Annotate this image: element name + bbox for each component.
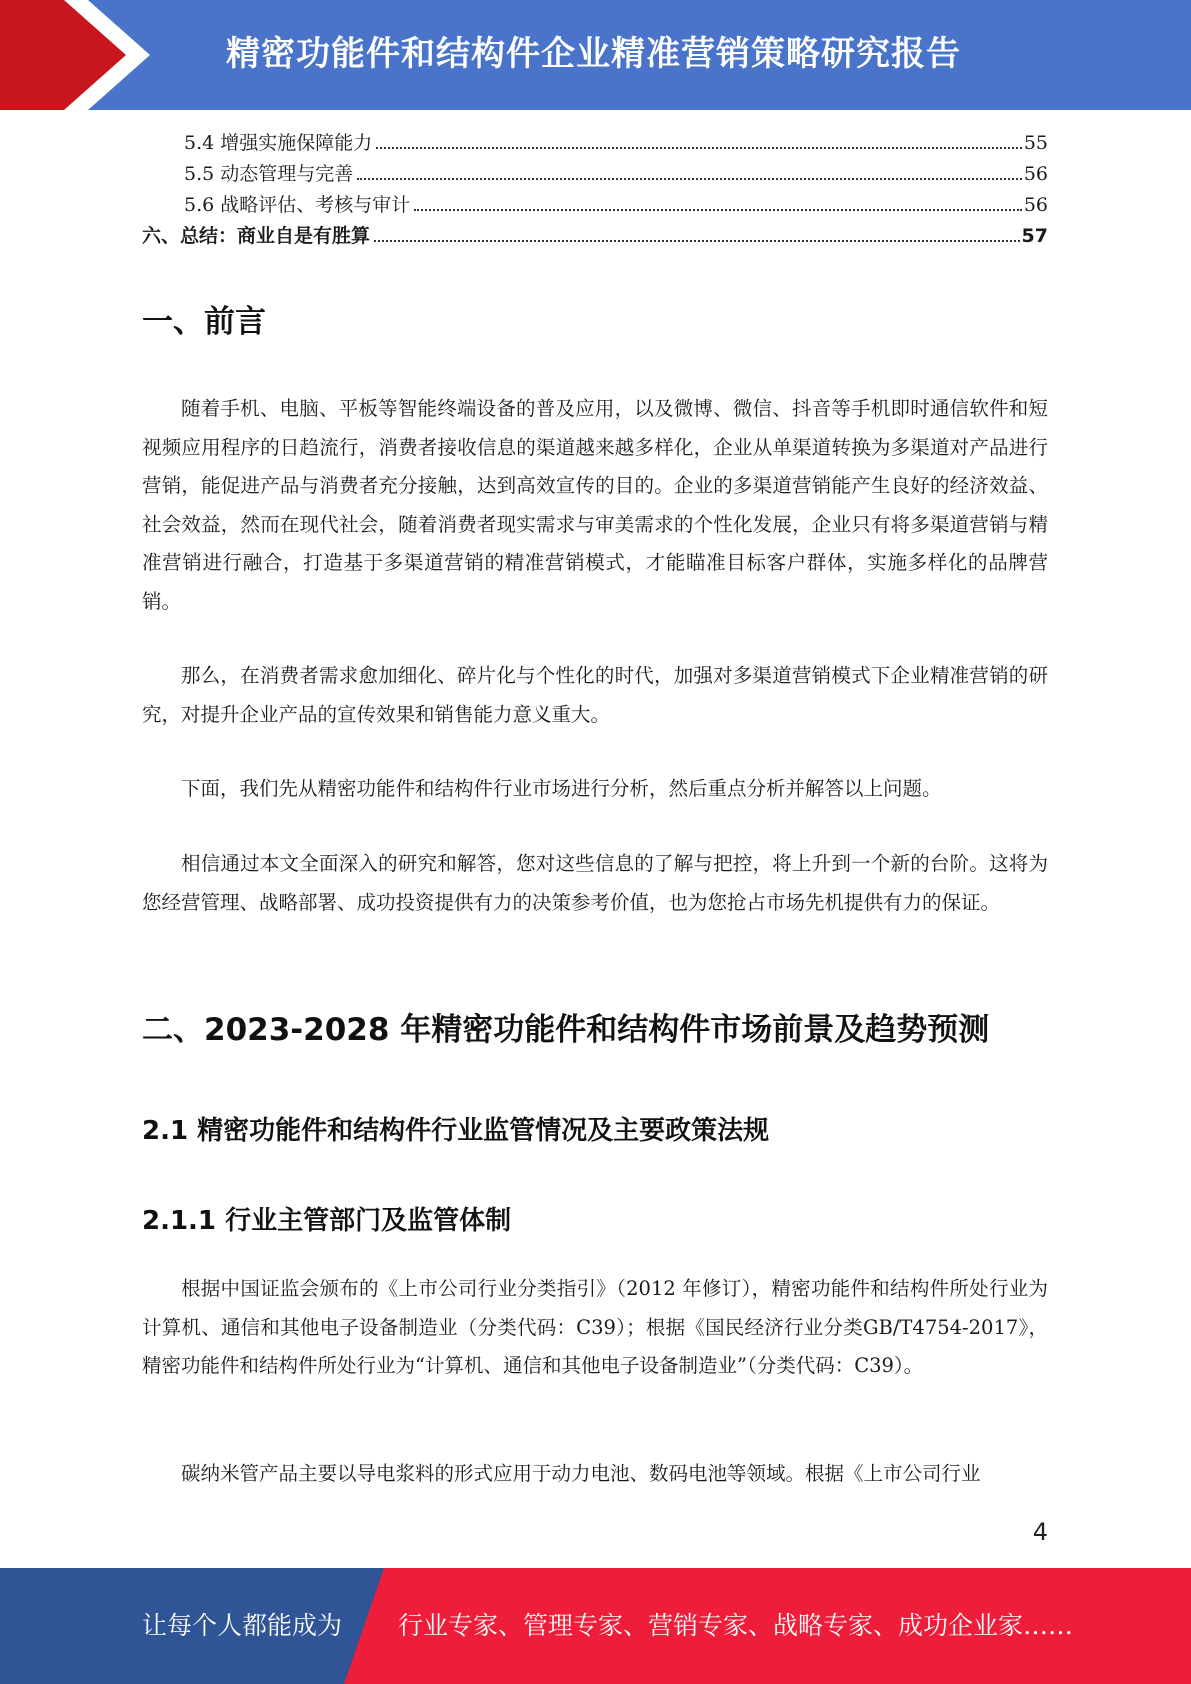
toc-leader	[374, 239, 1020, 242]
toc-page: 57	[1021, 225, 1048, 247]
toc-entry[interactable]	[142, 159, 1048, 190]
toc-leader	[414, 208, 1022, 211]
toc-page: 56	[1023, 194, 1048, 216]
header-banner	[0, 0, 1191, 110]
toc-number: 5.4	[184, 132, 215, 154]
toc-label: 动态管理与完善	[220, 163, 354, 185]
paragraph: 随着手机、电脑、平板等智能终端设备的普及应用，以及微博、微信、抖音等手机即时通信软件和短视频应用程序的日趋流行，消费者接收信息的渠道越来越多样化，企业从单渠道转换为多渠道对产品进行营销，能促进产品与消费者充分接触，达到高效宣传的目的。企业的多渠道营销能产生良好的经济效益、社会效益，然而在现代社会，随着消费者现实需求与审美需求的个性化发展，企业只有将多渠道营销与精准营销进行融合，打造基于多渠道营销的精准营销模式，才能瞄准目标客户群体，实施多样化的品牌营销。	[142, 397, 1048, 613]
toc-entry[interactable]	[142, 190, 1048, 221]
subsection-heading: 2.1 精密功能件和结构件行业监管情况及主要政策法规	[142, 1116, 770, 1146]
toc-number: 5.6	[184, 194, 215, 216]
toc-entry[interactable]	[142, 128, 1048, 159]
paragraph: 根据中国证监会颁布的《上市公司行业分类指引》（2012 年修订），精密功能件和结构件所处行业为计算机、通信和其他电子设备制造业（分类代码：C39）；根据《国民经济行业分类GB/T4754-2017》，精密功能件和结构件所处行业为“计算机、通信和其他电子设备制造业”（分类代码：C39）。	[142, 1277, 1048, 1377]
footer-banner	[0, 1568, 1191, 1684]
table-of-contents	[142, 128, 1048, 252]
paragraph: 下面，我们先从精密功能件和结构件行业市场进行分析，然后重点分析并解答以上问题。	[181, 777, 942, 800]
subsection-heading: 2.1.1 行业主管部门及监管体制	[142, 1206, 512, 1236]
document-title: 精密功能件和结构件企业精准营销策略研究报告	[226, 34, 961, 74]
toc-page: 56	[1023, 163, 1048, 185]
toc-label: 增强实施保障能力	[220, 132, 373, 154]
toc-leader	[376, 146, 1022, 149]
footer-slogan-right: 行业专家、管理专家、营销专家、战略专家、成功企业家……	[398, 1611, 1074, 1640]
toc-leader	[357, 177, 1022, 180]
paragraph: 碳纳米管产品主要以导电浆料的形式应用于动力电池、数码电池等领域。根据《上市公司行业	[181, 1462, 981, 1485]
toc-label: 六、总结：商业自是有胜算	[142, 225, 371, 247]
footer-slogan-left: 让每个人都能成为	[142, 1611, 343, 1640]
page-number: 4	[1032, 1518, 1048, 1546]
toc-page: 55	[1023, 132, 1048, 154]
paragraph: 那么，在消费者需求愈加细化、碎片化与个性化的时代，加强对多渠道营销模式下企业精准营销的研究，对提升企业产品的宣传效果和销售能力意义重大。	[142, 664, 1048, 726]
section-heading-preface: 一、前言	[142, 304, 266, 340]
toc-label: 战略评估、考核与审计	[220, 194, 411, 216]
paragraph: 相信通过本文全面深入的研究和解答，您对这些信息的了解与把控，将上升到一个新的台阶。这将为您经营管理、战略部署、成功投资提供有力的决策参考价值，也为您抢占市场先机提供有力的保证。	[142, 852, 1048, 914]
toc-entry-chapter[interactable]	[142, 221, 1048, 252]
section-heading-market: 二、2023-2028 年精密功能件和结构件市场前景及趋势预测	[142, 1012, 990, 1048]
toc-number: 5.5	[184, 163, 215, 185]
